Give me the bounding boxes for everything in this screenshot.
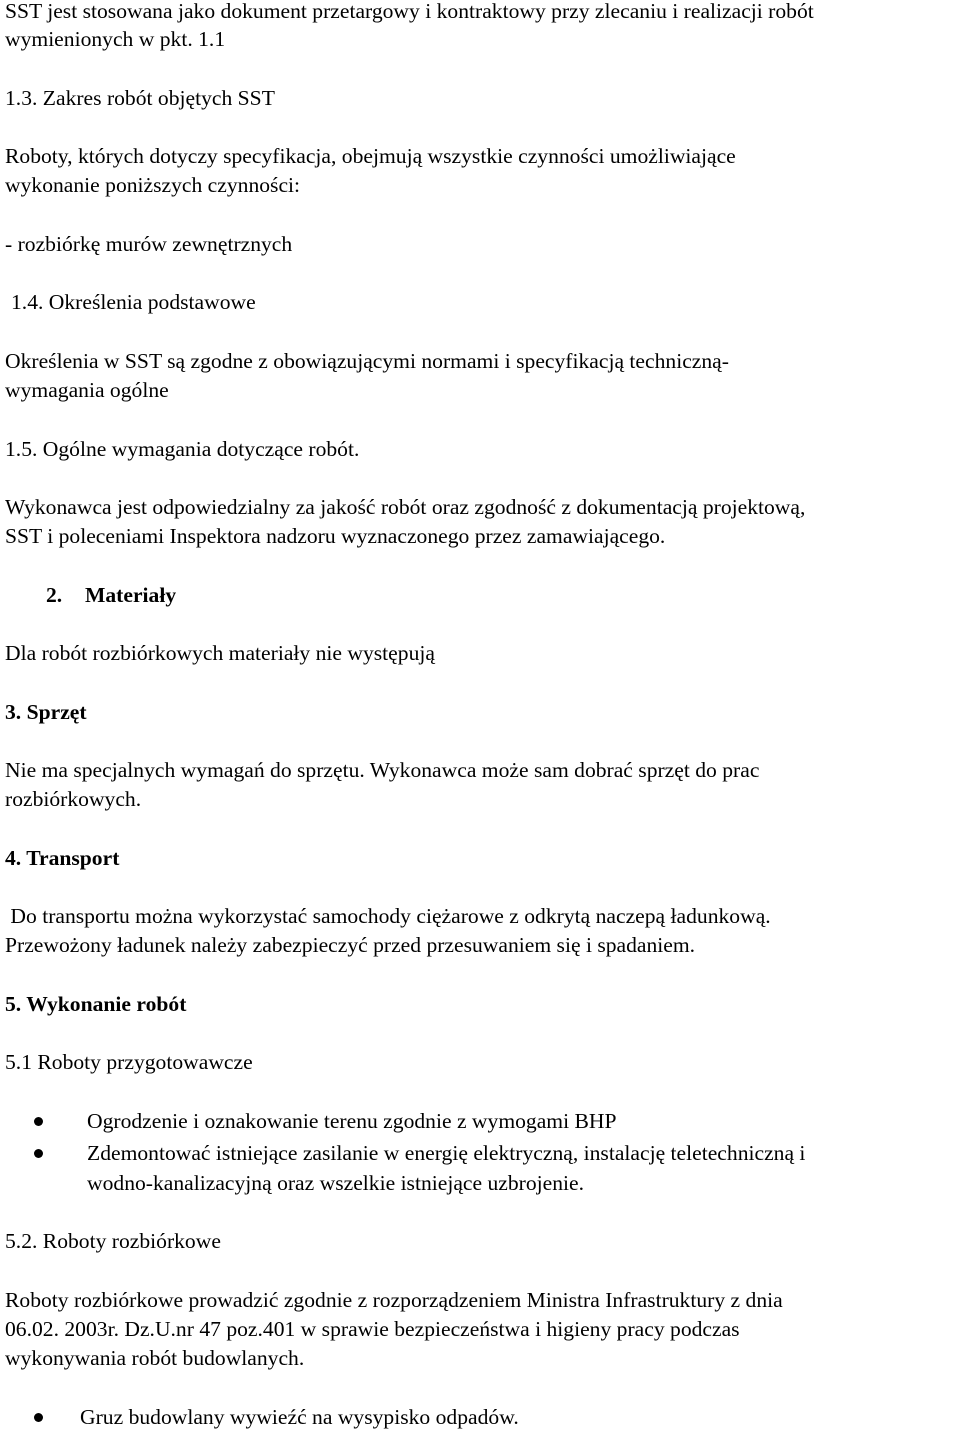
section-1-5-line-1: Wykonawca jest odpowiedzialny za jakość robót oraz zgodność z dokumentacją projektową,	[5, 495, 806, 519]
section-5-1-bullet-2-line-2: wodno-kanalizacyjną oraz wszelkie istniejące uzbrojenie.	[87, 1171, 585, 1195]
section-1-4-heading: 1.4. Określenia podstawowe	[11, 290, 256, 314]
section-1-4-line-1: Określenia w SST są zgodne z obowiązującymi normami i specyfikacją techniczną-	[5, 349, 729, 373]
intro-line-2: wymienionych w pkt. 1.1	[5, 27, 226, 51]
section-3-line-1: Nie ma specjalnych wymagań do sprzętu. Wykonawca może sam dobrać sprzęt do prac	[5, 758, 760, 782]
section-5-1-bullet-2-line-1: Zdemontować istniejące zasilanie w energię elektryczną, instalację teletechniczną i	[87, 1141, 806, 1165]
section-2-title: Materiały	[85, 583, 177, 607]
section-1-4-line-2: wymagania ogólne	[5, 378, 169, 402]
section-4-line-2: Przewożony ładunek należy zabezpieczyć przed przesuwaniem się i spadaniem.	[5, 933, 696, 957]
section-2-number: 2.	[46, 583, 63, 607]
section-5-2-line-3: wykonywania robót budowlanych.	[5, 1346, 305, 1370]
section-5-2-line-2: 06.02. 2003r. Dz.U.nr 47 poz.401 w sprawie bezpieczeństwa i higieny pracy podczas	[5, 1317, 740, 1341]
section-4-heading: 4. Transport	[5, 846, 120, 870]
section-1-3-line-2: wykonanie poniższych czynności:	[5, 173, 301, 197]
bullet-icon	[34, 1117, 43, 1126]
section-5-2-heading: 5.2. Roboty rozbiórkowe	[5, 1229, 221, 1253]
bullet-icon	[34, 1413, 43, 1422]
intro-line-1: SST jest stosowana jako dokument przetargowy i kontraktowy przy zlecaniu i realizacji robót	[5, 0, 814, 23]
section-1-3-item: - rozbiórkę murów zewnętrznych	[5, 232, 293, 256]
section-5-2-bullet-1: Gruz budowlany wywieźć na wysypisko odpadów.	[80, 1405, 519, 1429]
section-5-heading: 5. Wykonanie robót	[5, 992, 187, 1016]
section-1-5-line-2: SST i poleceniami Inspektora nadzoru wyznaczonego przez zamawiającego.	[5, 524, 666, 548]
section-1-5-heading: 1.5. Ogólne wymagania dotyczące robót.	[5, 437, 360, 461]
section-5-2-line-1: Roboty rozbiórkowe prowadzić zgodnie z rozporządzeniem Ministra Infrastruktury z dnia	[5, 1288, 783, 1312]
section-5-1-bullet-1: Ogrodzenie i oznakowanie terenu zgodnie z wymogami BHP	[87, 1109, 617, 1133]
section-3-heading: 3. Sprzęt	[5, 700, 87, 724]
section-1-3-heading: 1.3. Zakres robót objętych SST	[5, 86, 275, 110]
bullet-icon	[34, 1149, 43, 1158]
section-4-line-1: Do transportu można wykorzystać samochody ciężarowe z odkrytą naczepą ładunkową.	[5, 904, 771, 928]
section-5-1-heading: 5.1 Roboty przygotowawcze	[5, 1050, 253, 1074]
section-3-line-2: rozbiórkowych.	[5, 787, 142, 811]
section-2-line-1: Dla robót rozbiórkowych materiały nie występują	[5, 641, 435, 665]
section-1-3-line-1: Roboty, których dotyczy specyfikacja, obejmują wszystkie czynności umożliwiające	[5, 144, 736, 168]
